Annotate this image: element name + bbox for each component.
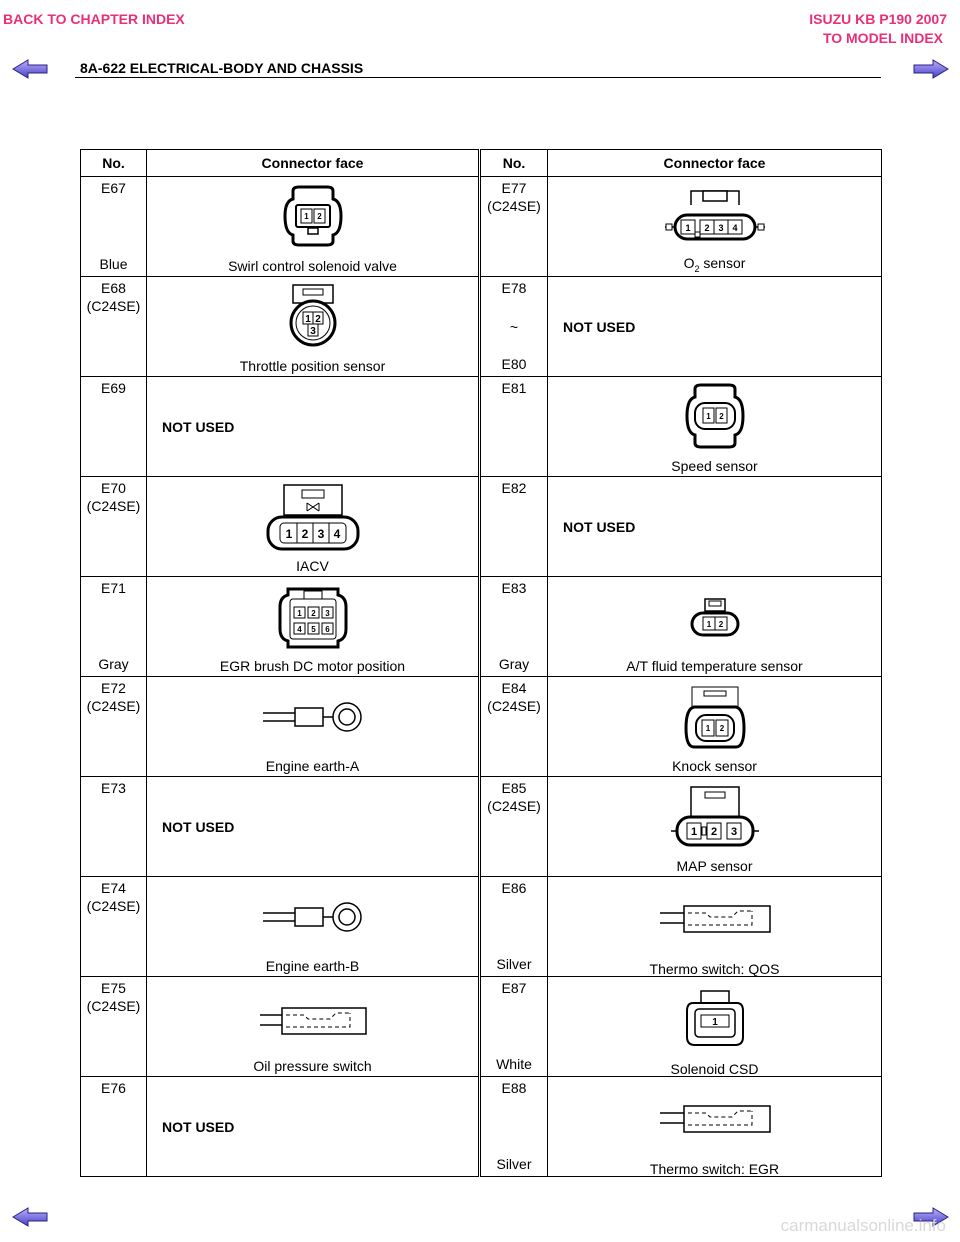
pin-label: 1 — [684, 223, 691, 233]
connector-caption: Swirl control solenoid valve — [228, 258, 397, 274]
connector-no: E69 — [101, 380, 126, 396]
connector-no: E87 — [501, 980, 527, 996]
connector-variant: (C24SE) — [487, 698, 541, 714]
pin-label: 3 — [730, 826, 737, 838]
table-row — [81, 577, 882, 677]
not-used-label: NOT USED — [563, 519, 636, 535]
spade-terminal-icon — [658, 1103, 772, 1135]
connector-color: Silver — [496, 956, 532, 972]
pin-label: 2 — [718, 412, 724, 421]
not-used-label: NOT USED — [563, 319, 636, 335]
pin-label: 4 — [296, 625, 302, 634]
caption-tail: sensor — [699, 255, 746, 272]
connector-caption: Solenoid CSD — [670, 1061, 759, 1077]
connector-no: E85 — [501, 780, 527, 796]
pin-label: 1 — [285, 527, 292, 541]
connector-caption: Throttle position sensor — [239, 358, 386, 374]
spade-terminal-icon — [658, 903, 772, 935]
connector-no: E68 — [101, 280, 126, 296]
connector-no: E83 — [501, 580, 527, 596]
3-pin-round-connector-icon — [285, 283, 341, 347]
pin-label: 5 — [310, 625, 316, 634]
header-rule — [75, 77, 881, 78]
connector-caption: Knock sensor — [672, 758, 757, 774]
connector-table — [80, 149, 882, 1177]
pin-label: 1 — [690, 826, 697, 838]
ring-terminal-icon — [261, 899, 365, 935]
connector-variant: (C24SE) — [86, 498, 141, 514]
connector-no: E71 — [101, 580, 126, 596]
table-row — [81, 177, 882, 277]
connector-no: E72 — [101, 680, 126, 696]
connector-caption: Oil pressure switch — [253, 1058, 372, 1074]
table-header-row — [81, 150, 882, 177]
connector-no-end: E80 — [501, 356, 527, 372]
pin-label: 1 — [303, 212, 309, 221]
pin-label: 2 — [719, 724, 724, 733]
pin-label: 1 — [296, 609, 302, 618]
connector-no: E73 — [101, 780, 126, 796]
connector-caption: Speed sensor — [671, 458, 758, 474]
pin-label: 2 — [718, 620, 723, 629]
next-page-arrow-icon[interactable] — [913, 58, 949, 80]
connector-variant: (C24SE) — [86, 698, 141, 714]
header-no: No. — [480, 150, 548, 177]
pin-label: 3 — [317, 527, 324, 541]
previous-page-arrow-icon[interactable] — [12, 58, 48, 80]
connector-no: E84 — [501, 680, 527, 696]
connector-caption: MAP sensor — [676, 858, 753, 874]
connector-variant: (C24SE) — [86, 898, 141, 914]
connector-color: Blue — [99, 256, 128, 272]
pin-label: 1 — [711, 1017, 718, 1028]
connector-caption: Thermo switch: QOS — [649, 961, 780, 977]
pin-label: 3 — [309, 326, 316, 337]
connector-variant: (C24SE) — [86, 298, 141, 314]
connector-color: Gray — [498, 656, 530, 672]
connector-caption: Engine earth-B — [265, 958, 360, 974]
page-header: 8A-622 ELECTRICAL-BODY AND CHASSIS — [80, 60, 364, 76]
connector-no: E82 — [501, 480, 527, 496]
to-model-index-link[interactable]: TO MODEL INDEX — [822, 30, 943, 46]
pin-label: 1 — [705, 412, 711, 421]
1-pin-connector-icon — [683, 989, 747, 1047]
pin-label: 3 — [324, 609, 330, 618]
4-pin-flat-connector-icon — [663, 187, 767, 245]
caption-main: O — [683, 255, 695, 272]
table-row — [81, 777, 882, 877]
connector-no: E81 — [501, 380, 527, 396]
connector-no: E77 — [501, 180, 527, 196]
table-row — [81, 1077, 882, 1177]
connector-no: E86 — [501, 880, 527, 896]
pin-label: 1 — [705, 724, 710, 733]
table-row — [81, 877, 882, 977]
connector-caption: IACV — [296, 558, 329, 574]
pin-label: 2 — [710, 826, 717, 838]
header-no: No. — [81, 150, 147, 177]
model-title-link[interactable]: ISUZU KB P190 2007 — [809, 11, 947, 27]
2-pin-oval-connector-icon — [281, 185, 345, 247]
2-pin-oval-connector-icon — [683, 383, 747, 449]
not-used-label: NOT USED — [162, 419, 235, 435]
connector-no: E70 — [101, 480, 126, 496]
6-pin-connector-icon — [276, 585, 350, 651]
connector-no: E75 — [101, 980, 126, 996]
table-row — [81, 977, 882, 1077]
2-pin-oval-connector-icon — [682, 685, 748, 751]
connector-caption — [548, 255, 881, 274]
connector-no: E76 — [101, 1080, 126, 1096]
not-used-label: NOT USED — [162, 819, 235, 835]
connector-caption: Engine earth-A — [265, 758, 360, 774]
pin-label: 2 — [314, 314, 321, 325]
connector-variant: (C24SE) — [487, 798, 541, 814]
connector-no: E88 — [501, 1080, 527, 1096]
connector-color: Gray — [98, 656, 129, 672]
table-row — [81, 377, 882, 477]
header-connector-face: Connector face — [548, 150, 882, 177]
previous-page-bottom-arrow-icon[interactable] — [12, 1206, 48, 1228]
pin-label: 6 — [324, 625, 330, 634]
spade-terminal-icon — [258, 1005, 368, 1037]
caption-subscript: 2 — [694, 264, 700, 274]
connector-range-tilde: ~ — [509, 319, 519, 335]
pin-label: 3 — [717, 223, 724, 233]
connector-variant: (C24SE) — [86, 998, 141, 1014]
connector-caption: EGR brush DC motor position — [219, 658, 406, 674]
header-connector-face: Connector face — [147, 150, 480, 177]
connector-color: Silver — [496, 1156, 532, 1172]
3-pin-connector-icon — [669, 785, 761, 849]
connector-no: E67 — [101, 180, 126, 196]
pin-label: 2 — [703, 223, 710, 233]
not-used-label: NOT USED — [162, 1119, 235, 1135]
pin-label: 2 — [316, 212, 322, 221]
ring-terminal-icon — [261, 699, 365, 735]
pin-label: 4 — [731, 223, 738, 233]
pin-label: 2 — [301, 527, 308, 541]
pin-label: 4 — [333, 527, 340, 541]
back-to-chapter-index-link[interactable]: BACK TO CHAPTER INDEX — [3, 11, 185, 27]
table-row — [81, 277, 882, 377]
connector-caption: A/T fluid temperature sensor — [626, 658, 803, 674]
pin-label: 1 — [304, 314, 311, 325]
pin-label: 1 — [706, 620, 711, 629]
pin-label: 2 — [310, 609, 316, 618]
connector-variant: (C24SE) — [487, 198, 541, 214]
table-row — [81, 477, 882, 577]
2-pin-small-connector-icon — [689, 597, 741, 639]
4-pin-connector-icon — [266, 483, 360, 551]
watermark: carmanualsonline.info — [780, 1216, 946, 1235]
connector-no: E74 — [101, 880, 126, 896]
connector-no: E78 — [501, 280, 527, 296]
table-row — [81, 677, 882, 777]
connector-caption: Thermo switch: EGR — [649, 1161, 780, 1177]
connector-color: White — [496, 1056, 532, 1072]
